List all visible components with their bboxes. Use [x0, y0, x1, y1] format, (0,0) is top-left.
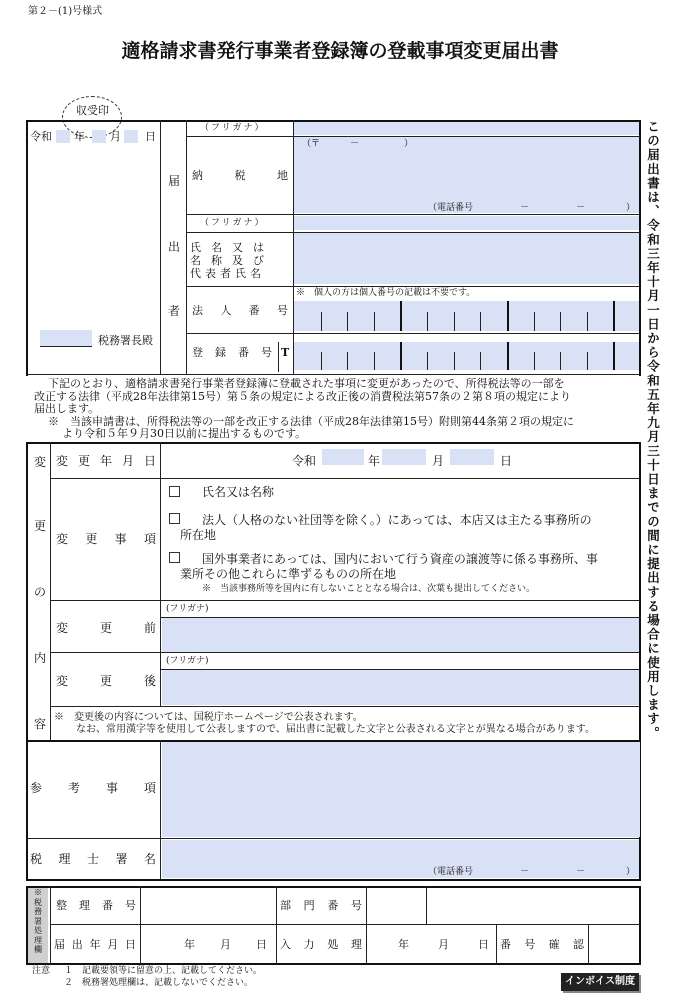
date-day-label: 日: [145, 130, 156, 143]
corp-number-digit-divider: [321, 312, 322, 332]
date-month-input[interactable]: [92, 130, 106, 143]
name-input[interactable]: [294, 233, 640, 284]
phone-dash-2: －: [576, 203, 586, 213]
note-2: ２ 税務署処理欄は、記載しないでください。: [64, 978, 254, 988]
corp-number-input[interactable]: [294, 301, 640, 331]
input-year: 年: [398, 938, 409, 951]
office-use-label: ※税務署処理欄: [34, 888, 42, 954]
input-processing-label: 入 力 処 理: [280, 938, 362, 951]
corp-number-digit-divider: [374, 312, 375, 332]
change-section-label-1: 変: [34, 455, 47, 469]
postal-open: （〒: [302, 139, 321, 149]
reg-number-digit-divider: [587, 352, 588, 370]
corp-number-digit-divider: [454, 312, 455, 332]
reg-number-input[interactable]: [294, 342, 640, 370]
tax-office-suffix: 税務署長殿: [98, 334, 153, 347]
option-name-checkbox[interactable]: [169, 486, 180, 497]
reference-label: 参 考 事 項: [30, 781, 156, 795]
note-1: １ 記載要領等に留意の上、記載してください。: [64, 966, 263, 976]
postal-close: ）: [404, 139, 414, 149]
reg-number-digit-divider: [480, 352, 481, 370]
option-foreign-office-label: 国外事業者にあっては、国内において行う資産の譲渡等に係る事務所、事 業所その他これらに準ずるものの所在地: [180, 552, 598, 581]
form-code: 第２－(1)号様式: [28, 6, 103, 17]
statement: 下記のとおり、適格請求書発行事業者登録簿に登載された事項に変更があったので、所得税法等の一部を 改正する法律（平成28年法律第15号）第５条の規定による改正後の消費税法第57条の２第８項の規定により 届出します。 ※ 当該申請書は、所得税法等の一部を改正する法律（平成28年法律第15号）附則第44条第２項の規定に より令和５年９月30日以前に提出するものです。: [34, 377, 574, 440]
accountant-phone-dash-2: －: [576, 867, 586, 877]
dept-no-label: 部 門 番 号: [280, 899, 362, 912]
notes-head: 注意: [32, 966, 51, 976]
reg-number-digit-divider: [427, 352, 428, 370]
corp-number-digit-divider: [587, 312, 588, 332]
reg-number-digit-divider: [560, 352, 561, 370]
change-section-label-2: 更: [34, 519, 47, 533]
corp-number-note: ※ 個人の方は個人番号の記載は不要です。: [296, 288, 476, 298]
change-month-label: 月: [432, 454, 445, 468]
tax-office-input[interactable]: [40, 330, 92, 346]
invoice-badge: インボイス制度: [561, 973, 639, 991]
address-furigana-input[interactable]: [294, 121, 640, 135]
applicant-label-1: 届: [168, 174, 181, 188]
side-note: この届出書は、令和三年十月一日から令和五年九月三十日までの間に提出する場合に使用します。: [645, 120, 661, 741]
applicant-label-2: 出: [168, 240, 181, 254]
stamp-label: 収受印: [76, 104, 109, 117]
change-items-note: ※ 当該事務所等を国内に有しないこととなる場合は、次葉も提出してください。: [202, 584, 536, 594]
change-day-input[interactable]: [450, 449, 494, 465]
page-title: 適格請求書発行事業者登録簿の登載事項変更届出書: [121, 40, 559, 62]
reg-number-digit-divider: [613, 342, 615, 370]
name-furigana-label: （フリガナ）: [200, 218, 266, 228]
corp-number-digit-divider: [480, 312, 481, 332]
corp-number-label: 法 人 番 号: [192, 304, 288, 317]
accountant-phone-dash-1: －: [520, 867, 530, 877]
reg-number-digit-divider: [454, 352, 455, 370]
phone-close: ）: [626, 203, 636, 213]
change-year-input[interactable]: [322, 449, 364, 465]
after-furigana-label: (フリガナ): [166, 656, 209, 666]
accountant-phone-label: （電話番号: [428, 867, 474, 877]
after-input[interactable]: [162, 670, 640, 705]
date-year-input[interactable]: [56, 130, 70, 143]
change-day-label: 日: [500, 454, 513, 468]
name-furigana-input[interactable]: [294, 216, 640, 230]
accountant-phone-close: ）: [626, 867, 636, 877]
filing-year: 年: [184, 938, 195, 951]
change-year-label: 年: [368, 454, 381, 468]
corp-number-digit-divider: [613, 301, 615, 331]
phone-dash-1: －: [520, 203, 530, 213]
before-label: 変 更 前: [56, 621, 156, 635]
postal-dash: －: [350, 139, 360, 149]
corp-number-digit-divider: [427, 312, 428, 332]
input-month: 月: [438, 938, 449, 951]
reg-number-digit-divider: [400, 342, 402, 370]
corp-number-digit-divider: [534, 312, 535, 332]
address-input[interactable]: [294, 137, 640, 213]
corp-number-digit-divider: [347, 312, 348, 332]
reg-number-digit-divider: [534, 352, 535, 370]
furigana-label: （フリガナ）: [200, 123, 266, 133]
corp-number-digit-divider: [507, 301, 509, 331]
reg-number-prefix: T: [281, 346, 290, 359]
change-section-label-4: 内: [34, 651, 47, 665]
reg-number-digit-divider: [374, 352, 375, 370]
before-input[interactable]: [162, 618, 640, 652]
change-section-label-5: 容: [34, 717, 47, 731]
filing-month: 月: [220, 938, 231, 951]
reg-number-digit-divider: [507, 342, 509, 370]
option-head-office-checkbox[interactable]: [169, 513, 180, 524]
corp-number-digit-divider: [560, 312, 561, 332]
applicant-label-3: 者: [168, 304, 181, 318]
publication-note: ※ 変更後の内容については、国税庁ホームページで公表されます。 なお、常用漢字等を使用して公表しますので、届出書に記載した文字と公表される文字とが異なる場合があります。: [54, 712, 595, 735]
reg-number-label: 登 録 番 号: [192, 346, 272, 359]
option-foreign-office-checkbox[interactable]: [169, 552, 180, 563]
date-month-label: 月: [110, 130, 121, 143]
tax-accountant-input[interactable]: [162, 840, 640, 878]
reg-number-digit-divider: [321, 352, 322, 370]
tax-accountant-label: 税 理 士 署 名: [30, 852, 156, 866]
date-era: 令和: [30, 130, 52, 143]
change-month-input[interactable]: [382, 449, 426, 465]
change-items-label: 変 更 事 項: [56, 532, 156, 546]
name-label: 氏名又は 名称及び 代表者氏名: [190, 241, 274, 280]
input-day: 日: [478, 938, 489, 951]
phone-label: （電話番号: [428, 203, 474, 213]
change-date-label: 変 更 年 月 日: [56, 454, 156, 468]
filing-date-label: 届 出 年 月 日: [54, 938, 136, 951]
corp-number-digit-divider: [400, 301, 402, 331]
date-day-input[interactable]: [124, 130, 138, 143]
option-name-label: 氏名又は名称: [202, 485, 275, 499]
date-year-label: 年: [74, 130, 85, 143]
number-check-label: 番 号 確 認: [500, 938, 584, 951]
option-head-office-label: 法人（人格のない社団等を除く。）にあっては、本店又は主たる事務所の 所在地: [180, 513, 592, 542]
mgmt-no-label: 整 理 番 号: [56, 899, 136, 912]
after-label: 変 更 後: [56, 674, 156, 688]
address-label: 納 税 地: [192, 169, 288, 182]
change-era: 令和: [292, 454, 317, 468]
before-furigana-label: (フリガナ): [166, 604, 209, 614]
change-section-label-3: の: [34, 585, 47, 599]
reference-input[interactable]: [162, 742, 640, 837]
filing-day: 日: [256, 938, 267, 951]
reg-number-digit-divider: [347, 352, 348, 370]
